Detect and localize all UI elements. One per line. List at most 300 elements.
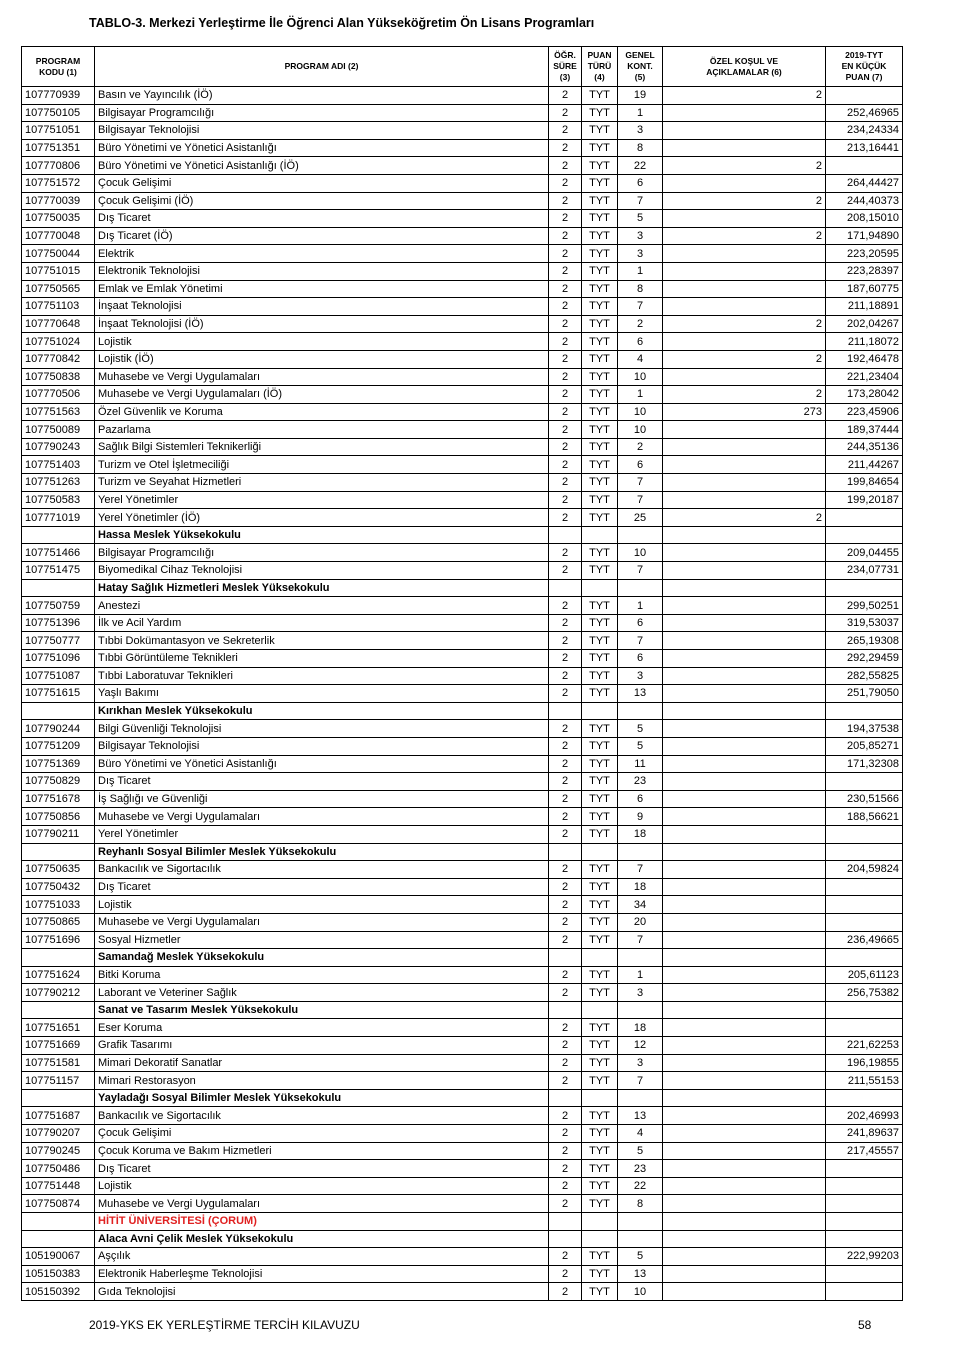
conditions-cell (663, 1072, 826, 1090)
program-name-cell: Bankacılık ve Sigortacılık (95, 1107, 549, 1125)
faculty-heading-row (22, 1230, 903, 1248)
duration-cell: 2 (549, 1195, 582, 1213)
program-name-cell: İlk ve Acil Yardım (95, 614, 549, 632)
conditions-cell: 2 (663, 227, 826, 245)
program-name-cell: Eser Koruma (95, 1019, 549, 1037)
empty-cell (826, 702, 903, 720)
conditions-cell (663, 790, 826, 808)
score-type-cell: TYT (582, 1019, 618, 1037)
header-line: (5) (634, 72, 646, 82)
score-type-cell: TYT (582, 403, 618, 421)
table-body (22, 87, 903, 1301)
table-row (22, 562, 903, 580)
table-row (22, 1248, 903, 1266)
program-name-cell: Aşçılık (95, 1248, 549, 1266)
duration-cell: 2 (549, 122, 582, 140)
program-name-cell: Anestezi (95, 597, 549, 615)
conditions-cell (663, 333, 826, 351)
quota-cell: 10 (618, 368, 663, 386)
header-line: KONT. (627, 61, 653, 71)
conditions-cell (663, 421, 826, 439)
table-row (22, 1177, 903, 1195)
program-code-cell: 107751096 (22, 650, 95, 668)
program-code-cell: 107770806 (22, 157, 95, 175)
table-row (22, 878, 903, 896)
table-row (22, 790, 903, 808)
table-header-row (22, 47, 903, 87)
program-code-cell: 107750829 (22, 773, 95, 791)
min-score-cell: 251,79050 (826, 685, 903, 703)
min-score-cell: 241,89637 (826, 1125, 903, 1143)
conditions-cell (663, 773, 826, 791)
quota-cell: 7 (618, 474, 663, 492)
min-score-cell: 217,45557 (826, 1142, 903, 1160)
empty-cell (618, 1213, 663, 1231)
empty-cell (826, 843, 903, 861)
min-score-cell: 221,23404 (826, 368, 903, 386)
table-row (22, 1160, 903, 1178)
quota-cell: 25 (618, 509, 663, 527)
conditions-cell (663, 861, 826, 879)
program-name-cell: Bilgisayar Teknolojisi (95, 737, 549, 755)
table-row (22, 438, 903, 456)
min-score-cell: 171,94890 (826, 227, 903, 245)
duration-cell: 2 (549, 509, 582, 527)
quota-cell: 7 (618, 931, 663, 949)
duration-cell: 2 (549, 1037, 582, 1055)
header-line: 2019-TYT (845, 50, 883, 60)
program-code-cell: 107790244 (22, 720, 95, 738)
table-row (22, 896, 903, 914)
table-row (22, 280, 903, 298)
program-name-cell: Sağlık Bilgi Sistemleri Teknikerliği (95, 438, 549, 456)
program-code-cell: 107751396 (22, 614, 95, 632)
score-type-cell: TYT (582, 210, 618, 228)
conditions-cell (663, 456, 826, 474)
min-score-cell (826, 773, 903, 791)
table-row (22, 913, 903, 931)
duration-cell: 2 (549, 755, 582, 773)
score-type-cell: TYT (582, 192, 618, 210)
program-code-cell: 107751475 (22, 562, 95, 580)
table-row (22, 931, 903, 949)
table-row (22, 773, 903, 791)
quota-cell: 3 (618, 984, 663, 1002)
conditions-cell (663, 368, 826, 386)
quota-cell: 13 (618, 685, 663, 703)
empty-cell (549, 949, 582, 967)
quota-cell: 22 (618, 1177, 663, 1195)
min-score-cell: 194,37538 (826, 720, 903, 738)
score-type-cell: TYT (582, 966, 618, 984)
empty-cell (549, 579, 582, 597)
header-line: PUAN (587, 50, 612, 60)
conditions-cell (663, 174, 826, 192)
conditions-cell (663, 562, 826, 580)
conditions-cell (663, 650, 826, 668)
program-name-cell: Tıbbi Görüntüleme Teknikleri (95, 650, 549, 668)
program-name-cell: Lojistik (İÖ) (95, 350, 549, 368)
min-score-cell: 205,85271 (826, 737, 903, 755)
score-type-cell: TYT (582, 650, 618, 668)
table-row (22, 174, 903, 192)
program-code-cell: 107771019 (22, 509, 95, 527)
program-code-cell: 107750486 (22, 1160, 95, 1178)
conditions-cell (663, 122, 826, 140)
conditions-cell (663, 1019, 826, 1037)
min-score-cell: 187,60775 (826, 280, 903, 298)
duration-cell: 2 (549, 1072, 582, 1090)
score-type-cell: TYT (582, 280, 618, 298)
faculty-heading-row (22, 949, 903, 967)
conditions-cell (663, 245, 826, 263)
min-score-cell: 265,19308 (826, 632, 903, 650)
program-name-cell: Yerel Yönetimler (95, 825, 549, 843)
table-row (22, 667, 903, 685)
table-row (22, 614, 903, 632)
quota-cell: 6 (618, 174, 663, 192)
program-code-cell: 107751687 (22, 1107, 95, 1125)
duration-cell: 2 (549, 544, 582, 562)
empty-cell (618, 526, 663, 544)
score-type-cell: TYT (582, 509, 618, 527)
table-row (22, 808, 903, 826)
min-score-cell: 202,04267 (826, 315, 903, 333)
program-name-cell: Bilgisayar Programcılığı (95, 104, 549, 122)
min-score-cell: 199,20187 (826, 491, 903, 509)
conditions-cell (663, 1054, 826, 1072)
empty-cell (618, 843, 663, 861)
empty-cell (582, 1213, 618, 1231)
duration-cell: 2 (549, 298, 582, 316)
quota-cell: 7 (618, 192, 663, 210)
faculty-name: Reyhanlı Sosyal Bilimler Meslek Yüksekokulu (95, 843, 549, 861)
quota-cell: 1 (618, 262, 663, 280)
program-code-cell: 107750583 (22, 491, 95, 509)
duration-cell: 2 (549, 139, 582, 157)
empty-cell (618, 1089, 663, 1107)
duration-cell: 2 (549, 737, 582, 755)
duration-cell: 2 (549, 210, 582, 228)
duration-cell: 2 (549, 667, 582, 685)
program-code-cell: 107751263 (22, 474, 95, 492)
quota-cell: 1 (618, 597, 663, 615)
conditions-cell (663, 298, 826, 316)
min-score-cell: 204,59824 (826, 861, 903, 879)
empty-cell (549, 1213, 582, 1231)
score-type-cell: TYT (582, 861, 618, 879)
program-code-cell: 107750565 (22, 280, 95, 298)
duration-cell: 2 (549, 350, 582, 368)
program-name-cell: Bilgi Güvenliği Teknolojisi (95, 720, 549, 738)
empty-cell (582, 526, 618, 544)
conditions-cell (663, 210, 826, 228)
min-score-cell: 189,37444 (826, 421, 903, 439)
quota-cell: 5 (618, 1142, 663, 1160)
program-name-cell: Özel Güvenlik ve Koruma (95, 403, 549, 421)
score-type-cell: TYT (582, 298, 618, 316)
faculty-name: Sanat ve Tasarım Meslek Yüksekokulu (95, 1001, 549, 1019)
table-row (22, 632, 903, 650)
empty-cell (22, 579, 95, 597)
empty-cell (22, 1213, 95, 1231)
program-name-cell: Çocuk Koruma ve Bakım Hizmetleri (95, 1142, 549, 1160)
min-score-cell: 244,40373 (826, 192, 903, 210)
conditions-cell (663, 597, 826, 615)
program-code-cell: 107751351 (22, 139, 95, 157)
score-type-cell: TYT (582, 878, 618, 896)
program-code-cell: 107750105 (22, 104, 95, 122)
score-type-cell: TYT (582, 597, 618, 615)
conditions-cell (663, 491, 826, 509)
header-line: TÜRÜ (587, 61, 612, 71)
empty-cell (549, 843, 582, 861)
score-type-cell: TYT (582, 667, 618, 685)
conditions-cell (663, 544, 826, 562)
program-code-cell: 107751581 (22, 1054, 95, 1072)
duration-cell: 2 (549, 1125, 582, 1143)
program-name-cell: Muhasebe ve Vergi Uygulamaları (95, 808, 549, 826)
duration-cell: 2 (549, 1142, 582, 1160)
program-name-cell: Pazarlama (95, 421, 549, 439)
programs-table (21, 46, 903, 1301)
empty-cell (618, 702, 663, 720)
faculty-name: Samandağ Meslek Yüksekokulu (95, 949, 549, 967)
empty-cell (618, 1230, 663, 1248)
program-name-cell: Mimari Dekoratif Sanatlar (95, 1054, 549, 1072)
faculty-name: Hatay Sağlık Hizmetleri Meslek Yüksekokulu (95, 579, 549, 597)
program-name-cell: Bitki Koruma (95, 966, 549, 984)
conditions-cell (663, 984, 826, 1002)
score-type-cell: TYT (582, 755, 618, 773)
table-row (22, 597, 903, 615)
faculty-name: Kırıkhan Meslek Yüksekokulu (95, 702, 549, 720)
program-name-cell: Dış Ticaret (95, 1160, 549, 1178)
conditions-cell (663, 1265, 826, 1283)
conditions-cell (663, 1177, 826, 1195)
quota-cell: 1 (618, 966, 663, 984)
faculty-heading-row (22, 843, 903, 861)
conditions-cell (663, 280, 826, 298)
table-row (22, 509, 903, 527)
min-score-cell (826, 1177, 903, 1195)
score-type-cell: TYT (582, 1054, 618, 1072)
min-score-cell: 236,49665 (826, 931, 903, 949)
score-type-cell: TYT (582, 1248, 618, 1266)
min-score-cell: 256,75382 (826, 984, 903, 1002)
program-name-cell: Dış Ticaret (95, 210, 549, 228)
program-code-cell: 107751563 (22, 403, 95, 421)
quota-cell: 7 (618, 491, 663, 509)
faculty-heading-row (22, 1089, 903, 1107)
duration-cell: 2 (549, 1177, 582, 1195)
score-type-cell: TYT (582, 227, 618, 245)
score-type-cell: TYT (582, 1160, 618, 1178)
duration-cell: 2 (549, 262, 582, 280)
header-line: PROGRAM (35, 55, 81, 66)
duration-cell: 2 (549, 157, 582, 175)
faculty-heading-row (22, 579, 903, 597)
program-name-cell: Sosyal Hizmetler (95, 931, 549, 949)
min-score-cell (826, 878, 903, 896)
table-row (22, 227, 903, 245)
score-type-cell: TYT (582, 984, 618, 1002)
min-score-cell: 223,28397 (826, 262, 903, 280)
program-name-cell: Çocuk Gelişimi (95, 1125, 549, 1143)
program-name-cell: Dış Ticaret (95, 773, 549, 791)
conditions-cell (663, 474, 826, 492)
conditions-cell (663, 438, 826, 456)
table-row (22, 491, 903, 509)
quota-cell: 12 (618, 1037, 663, 1055)
empty-cell (22, 1230, 95, 1248)
quota-cell: 34 (618, 896, 663, 914)
score-type-cell: TYT (582, 1037, 618, 1055)
conditions-cell (663, 878, 826, 896)
faculty-heading-row (22, 1001, 903, 1019)
faculty-heading-row (22, 702, 903, 720)
faculty-name: Yayladağı Sosyal Bilimler Meslek Yüksekokulu (95, 1089, 549, 1107)
program-code-cell: 107751572 (22, 174, 95, 192)
program-name-cell: Turizm ve Seyahat Hizmetleri (95, 474, 549, 492)
conditions-cell: 2 (663, 386, 826, 404)
conditions-cell (663, 632, 826, 650)
university-name: HİTİT ÜNİVERSİTESİ (ÇORUM) (95, 1213, 549, 1231)
page-title: TABLO-3. Merkezi Yerleştirme İle Öğrenci Alan Yükseköğretim Ön Lisans Programları (89, 16, 595, 30)
empty-cell (826, 526, 903, 544)
quota-cell: 19 (618, 87, 663, 105)
table-row (22, 139, 903, 157)
faculty-name: Alaca Avni Çelik Meslek Yüksekokulu (95, 1230, 549, 1248)
min-score-cell: 299,50251 (826, 597, 903, 615)
duration-cell: 2 (549, 438, 582, 456)
program-name-cell: Çocuk Gelişimi (İÖ) (95, 192, 549, 210)
quota-cell: 20 (618, 913, 663, 931)
min-score-cell: 319,53037 (826, 614, 903, 632)
header-min-score (826, 47, 903, 87)
duration-cell: 2 (549, 808, 582, 826)
table-row (22, 720, 903, 738)
program-name-cell: Dış Ticaret (95, 878, 549, 896)
duration-cell: 2 (549, 790, 582, 808)
empty-cell (826, 1089, 903, 1107)
empty-cell (549, 1089, 582, 1107)
min-score-cell: 234,07731 (826, 562, 903, 580)
quota-cell: 1 (618, 386, 663, 404)
header-conditions (663, 47, 826, 87)
quota-cell: 3 (618, 122, 663, 140)
quota-cell: 3 (618, 245, 663, 263)
empty-cell (826, 1001, 903, 1019)
program-name-cell: Muhasebe ve Vergi Uygulamaları (İÖ) (95, 386, 549, 404)
quota-cell: 5 (618, 737, 663, 755)
quota-cell: 2 (618, 438, 663, 456)
min-score-cell: 171,32308 (826, 755, 903, 773)
program-name-cell: Çocuk Gelişimi (95, 174, 549, 192)
score-type-cell: TYT (582, 1125, 618, 1143)
score-type-cell: TYT (582, 790, 618, 808)
min-score-cell (826, 509, 903, 527)
program-code-cell: 107750838 (22, 368, 95, 386)
empty-cell (582, 702, 618, 720)
min-score-cell: 192,46478 (826, 350, 903, 368)
program-code-cell: 107750035 (22, 210, 95, 228)
program-code-cell: 107751033 (22, 896, 95, 914)
min-score-cell: 205,61123 (826, 966, 903, 984)
min-score-cell: 234,24334 (826, 122, 903, 140)
duration-cell: 2 (549, 720, 582, 738)
conditions-cell (663, 1248, 826, 1266)
duration-cell: 2 (549, 896, 582, 914)
min-score-cell: 223,45906 (826, 403, 903, 421)
program-name-cell: Laborant ve Veteriner Sağlık (95, 984, 549, 1002)
min-score-cell: 173,28042 (826, 386, 903, 404)
quota-cell: 4 (618, 350, 663, 368)
score-type-cell: TYT (582, 773, 618, 791)
program-code-cell: 107790245 (22, 1142, 95, 1160)
score-type-cell: TYT (582, 368, 618, 386)
table-row (22, 474, 903, 492)
program-code-cell: 107750432 (22, 878, 95, 896)
table-row (22, 298, 903, 316)
header-line: ÖĞR. (554, 50, 576, 60)
quota-cell: 18 (618, 825, 663, 843)
duration-cell: 2 (549, 192, 582, 210)
program-name-cell: Bilgisayar Programcılığı (95, 544, 549, 562)
program-name-cell: Mimari Restorasyon (95, 1072, 549, 1090)
min-score-cell: 196,19855 (826, 1054, 903, 1072)
min-score-cell (826, 1283, 903, 1301)
table-row (22, 157, 903, 175)
conditions-cell (663, 1283, 826, 1301)
quota-cell: 10 (618, 421, 663, 439)
quota-cell: 23 (618, 1160, 663, 1178)
duration-cell: 2 (549, 984, 582, 1002)
empty-cell (22, 1089, 95, 1107)
min-score-cell: 252,46965 (826, 104, 903, 122)
conditions-cell (663, 1195, 826, 1213)
score-type-cell: TYT (582, 931, 618, 949)
conditions-cell (663, 262, 826, 280)
quota-cell: 5 (618, 210, 663, 228)
quota-cell: 13 (618, 1107, 663, 1125)
duration-cell: 2 (549, 368, 582, 386)
program-name-cell: Turizm ve Otel İşletmeciliği (95, 456, 549, 474)
header-program-name (95, 47, 549, 87)
min-score-cell (826, 1195, 903, 1213)
conditions-cell (663, 896, 826, 914)
empty-cell (582, 1001, 618, 1019)
program-code-cell: 107750777 (22, 632, 95, 650)
score-type-cell: TYT (582, 139, 618, 157)
program-code-cell: 107751051 (22, 122, 95, 140)
program-name-cell: Yerel Yönetimler (İÖ) (95, 509, 549, 527)
conditions-cell (663, 139, 826, 157)
program-code-cell: 107750635 (22, 861, 95, 879)
empty-cell (582, 843, 618, 861)
conditions-cell (663, 1107, 826, 1125)
empty-cell (826, 949, 903, 967)
program-name-cell: Grafik Tasarımı (95, 1037, 549, 1055)
program-code-cell: 107751024 (22, 333, 95, 351)
table-row (22, 1037, 903, 1055)
min-score-cell: 188,56621 (826, 808, 903, 826)
duration-cell: 2 (549, 227, 582, 245)
score-type-cell: TYT (582, 1072, 618, 1090)
quota-cell: 5 (618, 1248, 663, 1266)
duration-cell: 2 (549, 614, 582, 632)
quota-cell: 3 (618, 1054, 663, 1072)
